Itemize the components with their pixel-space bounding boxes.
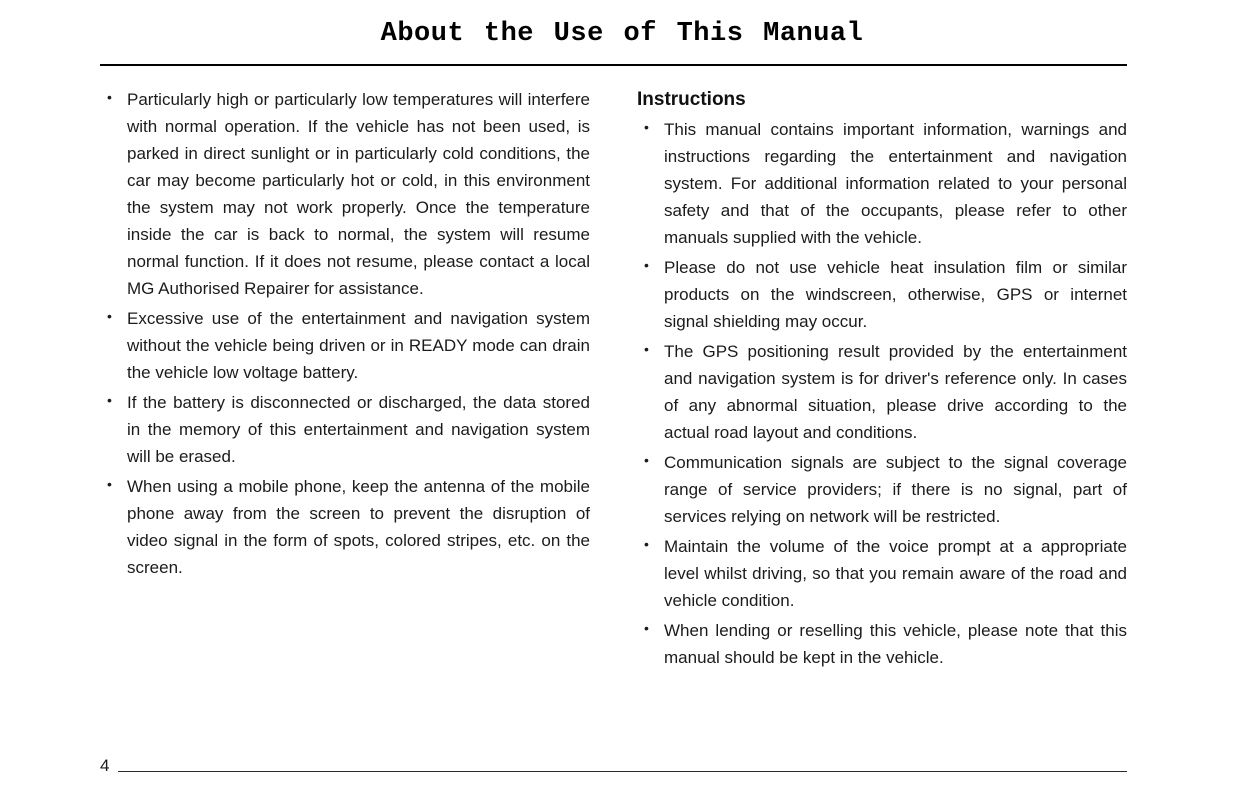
list-item — [637, 533, 1127, 614]
bullet-marker: • — [644, 341, 649, 357]
list-item-text: This manual contains important information, warnings and instructions regarding the entertainment and navigation system. For additional information related to your personal safety and that of the occupants, please refer to other manuals supplied with the vehicle. — [664, 120, 1127, 247]
right-bullet-list — [637, 116, 1127, 671]
list-item — [637, 617, 1127, 671]
bullet-marker: • — [644, 536, 649, 552]
bullet-marker: • — [644, 257, 649, 273]
list-item-text: Maintain the volume of the voice prompt at a appropriate level whilst driving, so that you remain aware of the road and vehicle condition. — [664, 537, 1127, 610]
page-title: About the Use of This Manual — [380, 19, 864, 49]
list-item-text: When lending or reselling this vehicle, please note that this manual should be kept in the vehicle. — [664, 621, 1127, 667]
left-column — [100, 86, 590, 674]
bullet-marker: • — [107, 476, 112, 492]
list-item-text: The GPS positioning result provided by the entertainment and navigation system is for driver's reference only. In cases of any abnormal situation, please drive according to the actual road layout and conditions. — [664, 342, 1127, 442]
list-item — [637, 254, 1127, 335]
list-item — [100, 86, 590, 302]
bullet-marker: • — [107, 308, 112, 324]
page-footer — [100, 754, 1127, 778]
list-item — [637, 116, 1127, 251]
bullet-marker: • — [107, 392, 112, 408]
list-item — [100, 473, 590, 581]
list-item-text: Please do not use vehicle heat insulation film or similar products on the windscreen, otherwise, GPS or internet signal shielding may occur. — [664, 258, 1127, 331]
bullet-marker: • — [644, 452, 649, 468]
footer-divider — [118, 771, 1127, 772]
list-item-text: Communication signals are subject to the signal coverage range of service providers; if there is no signal, part of services relying on network will be restricted. — [664, 453, 1127, 526]
list-item-text: If the battery is disconnected or discharged, the data stored in the memory of this entertainment and navigation system will be erased. — [127, 393, 590, 466]
page-number: 4 — [100, 756, 110, 775]
right-column — [637, 86, 1127, 674]
list-item — [100, 305, 590, 386]
title-divider — [100, 64, 1127, 66]
list-item-text: Particularly high or particularly low temperatures will interfere with normal operation. If the vehicle has not been used, is parked in direct sunlight or in particularly cold conditions, the car may become particularly hot or cold, in this environment the system may not work properly. Once the temperature inside the car is back to normal, the system will resume normal function. If it does not resume, please contact a local MG Authorised Repairer for assistance. — [127, 90, 590, 298]
left-bullet-list — [100, 86, 590, 581]
list-item — [637, 449, 1127, 530]
bullet-marker: • — [644, 119, 649, 135]
section-heading: Instructions — [637, 89, 746, 110]
list-item-text: When using a mobile phone, keep the antenna of the mobile phone away from the screen to prevent the disruption of video signal in the form of spots, colored stripes, etc. on the screen. — [127, 477, 590, 577]
list-item — [637, 338, 1127, 446]
list-item-text: Excessive use of the entertainment and navigation system without the vehicle being driven or in READY mode can drain the vehicle low voltage battery. — [127, 309, 590, 382]
content-columns — [100, 86, 1127, 674]
list-item — [100, 389, 590, 470]
bullet-marker: • — [644, 620, 649, 636]
bullet-marker: • — [107, 89, 112, 105]
